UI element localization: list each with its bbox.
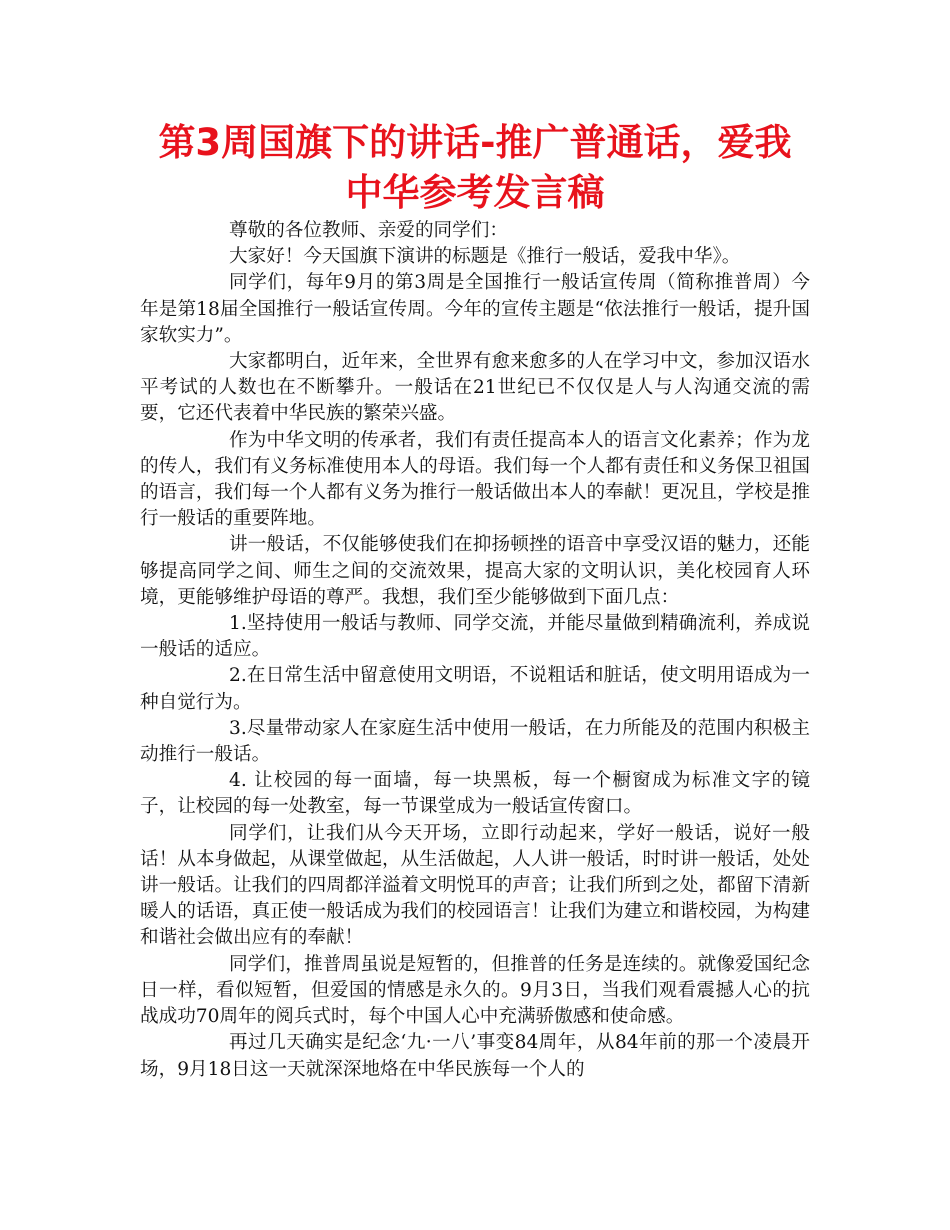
body-paragraph: 大家都明白，近年来，全世界有愈来愈多的人在学习中文，参加汉语水平考试的人数也在不断攀升。一般话在21世纪已不仅仅是人与人沟通交流的需要，它还代表着中华民族的繁荣兴盛。 [140, 351, 810, 425]
body-paragraph: 同学们，推普周虽说是短暂的，但推普的任务是连续的。就像爱国纪念日一样，看似短暂，但爱国的情感是永久的。9月3日，当我们观看震撼人心的抗战成功70周年的阅兵式时，每个中国人心中充满骄傲感和使命感。 [140, 953, 810, 1028]
body-paragraph: 再过几天确实是纪念‘九·一八’事变84周年，从84年前的那一个凌晨开场，9月18日这一天就深深地烙在中华民族每一个人的 [140, 1032, 810, 1080]
list-item-4: 4. 让校园的每一面墙，每一块黑板，每一个橱窗成为标准文字的镜子，让校园的每一处教室，每一节课堂成为一般话宣传窗口。 [140, 770, 810, 818]
list-item-1: 1.坚持使用一般话与教师、同学交流，并能尽量做到精确流利，养成说一般话的适应。 [140, 613, 810, 661]
body-paragraph: 同学们，每年9月的第3周是全国推行一般话宣传周（简称推普周）今年是第18届全国推行一般话宣传周。今年的宣传主题是“依法推行一般话，提升国家软实力”。 [140, 272, 810, 346]
body-paragraph: 作为中华文明的传承者，我们有责任提高本人的语言文化素养；作为龙的传人，我们有义务标准使用本人的母语。我们每一个人都有责任和义务保卫祖国的语言，我们每一个人都有义务为推行一般话做出本人的奉献！更况且，学校是推行一般话的重要阵地。 [140, 429, 810, 530]
document-body [140, 218, 810, 1083]
body-paragraph: 讲一般话，不仅能够使我们在抑扬顿挫的语音中享受汉语的魅力，还能够提高同学之间、师生之间的交流效果，提高大家的文明认识，美化校园育人环境，更能够维护母语的尊严。我想，我们至少能够做到下面几点： [140, 534, 810, 608]
body-paragraph: 大家好！今天国旗下演讲的标题是《推行一般话，爱我中华》。 [229, 246, 741, 268]
document-page [140, 118, 810, 1083]
greeting-paragraph: 尊敬的各位教师、亲爱的同学们： [229, 220, 508, 241]
body-paragraph: 同学们，让我们从今天开场，立即行动起来，学好一般话，说好一般话！从本身做起，从课堂做起，从生活做起，人人讲一般话，时时讲一般话，处处讲一般话。让我们的四周都洋溢着文明悦耳的声音；让我们所到之处，都留下清新暖人的话语，真正使一般话成为我们的校园语言！让我们为建立和谐校园，为构建和谐社会做出应有的奉献！ [140, 822, 810, 949]
list-item-2: 2.在日常生活中留意使用文明语，不说粗话和脏话，使文明用语成为一种自觉行为。 [140, 665, 810, 713]
document-title: 第3周国旗下的讲话-推广普通话，爱我中华参考发言稿 [158, 121, 792, 214]
list-item-3: 3.尽量带动家人在家庭生活中使用一般话，在力所能及的范围内积极主动推行一般话。 [140, 717, 810, 766]
